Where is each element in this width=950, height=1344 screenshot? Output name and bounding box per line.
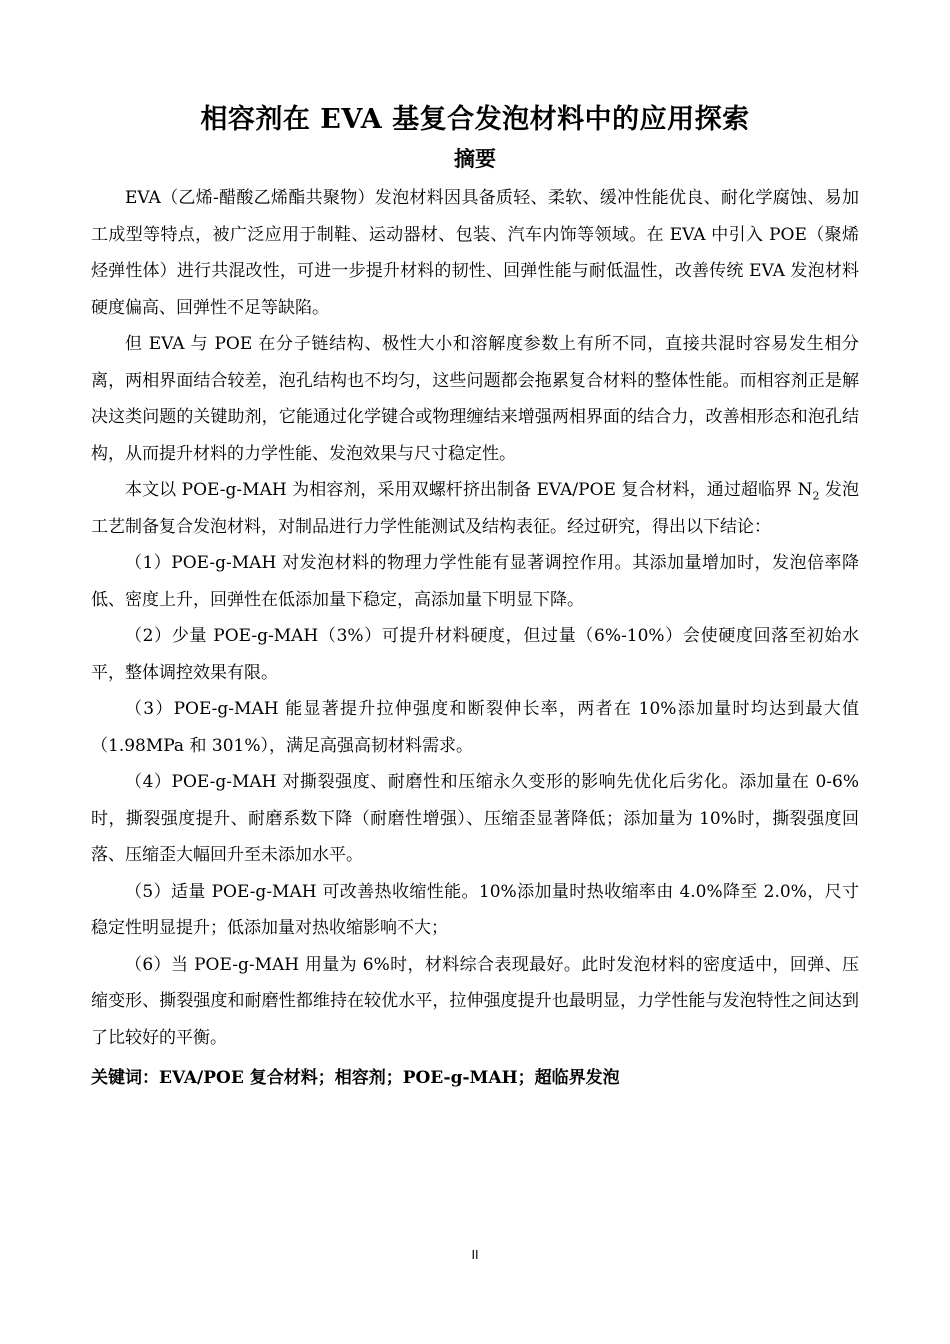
- conclusion-item-6: （6）当 POE-g-MAH 用量为 6%时，材料综合表现最好。此时发泡材料的密度适中，回弹、压缩变形、撕裂强度和耐磨性都维持在较优水平，拉伸强度提升也最明显，力学性能与发泡特性之间达到了比较好的平衡。: [91, 954, 859, 1048]
- page-number: II: [471, 1248, 479, 1262]
- abstract-paragraph-1: EVA（乙烯-醋酸乙烯酯共聚物）发泡材料因具备质轻、柔软、缓冲性能优良、耐化学腐蚀、易加工成型等特点，被广泛应用于制鞋、运动器材、包装、汽车内饰等领域。在 EVA 中引入 POE（聚烯烃弹性体）进行共混改性，可进一步提升材料的韧性、回弹性能与耐低温性，改善传统 EVA 发泡材料硬度偏高、回弹性不足等缺陷。: [91, 188, 859, 318]
- abstract-paragraph-3: [91, 472, 859, 545]
- conclusion-item-3: （3）POE-g-MAH 能显著提升拉伸强度和断裂伸长率，两者在 10%添加量时均达到最大值（1.98MPa 和 301%），满足高强高韧材料需求。: [91, 699, 859, 756]
- paragraph-3-text-b: 发泡工艺制备复合发泡材料，对制品进行力学性能测试及结构表征。经过研究，得出以下结论：: [91, 480, 859, 537]
- paragraph-3-text-a: 本文以 POE-g-MAH 为相容剂，采用双螺杆挤出制备 EVA/POE 复合材料，通过超临界 N: [125, 480, 813, 500]
- document-title: 相容剂在 EVA 基复合发泡材料中的应用探索: [200, 104, 750, 135]
- keywords: 关键词：EVA/POE 复合材料；相容剂；POE-g-MAH；超临界发泡: [91, 1068, 620, 1088]
- nitrogen-subscript: 2: [812, 489, 820, 503]
- conclusion-item-5: （5）适量 POE-g-MAH 可改善热收缩性能。10%添加量时热收缩率由 4.0%降至 2.0%，尺寸稳定性明显提升；低添加量对热收缩影响不大；: [91, 881, 859, 938]
- abstract-heading: 摘要: [454, 146, 496, 171]
- conclusion-item-2: （2）少量 POE-g-MAH（3%）可提升材料硬度，但过量（6%-10%）会使硬度回落至初始水平，整体调控效果有限。: [91, 626, 859, 683]
- document-page: [91, 100, 859, 1097]
- conclusion-item-4: （4）POE-g-MAH 对撕裂强度、耐磨性和压缩永久变形的影响先优化后劣化。添加量在 0-6%时，撕裂强度提升、耐磨系数下降（耐磨性增强）、压缩歪显著降低；添加量为 10%时，撕裂强度回落、压缩歪大幅回升至未添加水平。: [91, 772, 859, 865]
- abstract-paragraph-2: 但 EVA 与 POE 在分子链结构、极性大小和溶解度参数上有所不同，直接共混时容易发生相分离，两相界面结合较差，泡孔结构也不均匀，这些问题都会拖累复合材料的整体性能。而相容剂正是解决这类问题的关键助剂，它能通过化学键合或物理缠结来增强两相界面的结合力，改善相形态和泡孔结构，从而提升材料的力学性能、发泡效果与尺寸稳定性。: [91, 334, 859, 464]
- conclusion-item-1: （1）POE-g-MAH 对发泡材料的物理力学性能有显著调控作用。其添加量增加时，发泡倍率降低、密度上升，回弹性在低添加量下稳定，高添加量下明显下降。: [91, 553, 859, 610]
